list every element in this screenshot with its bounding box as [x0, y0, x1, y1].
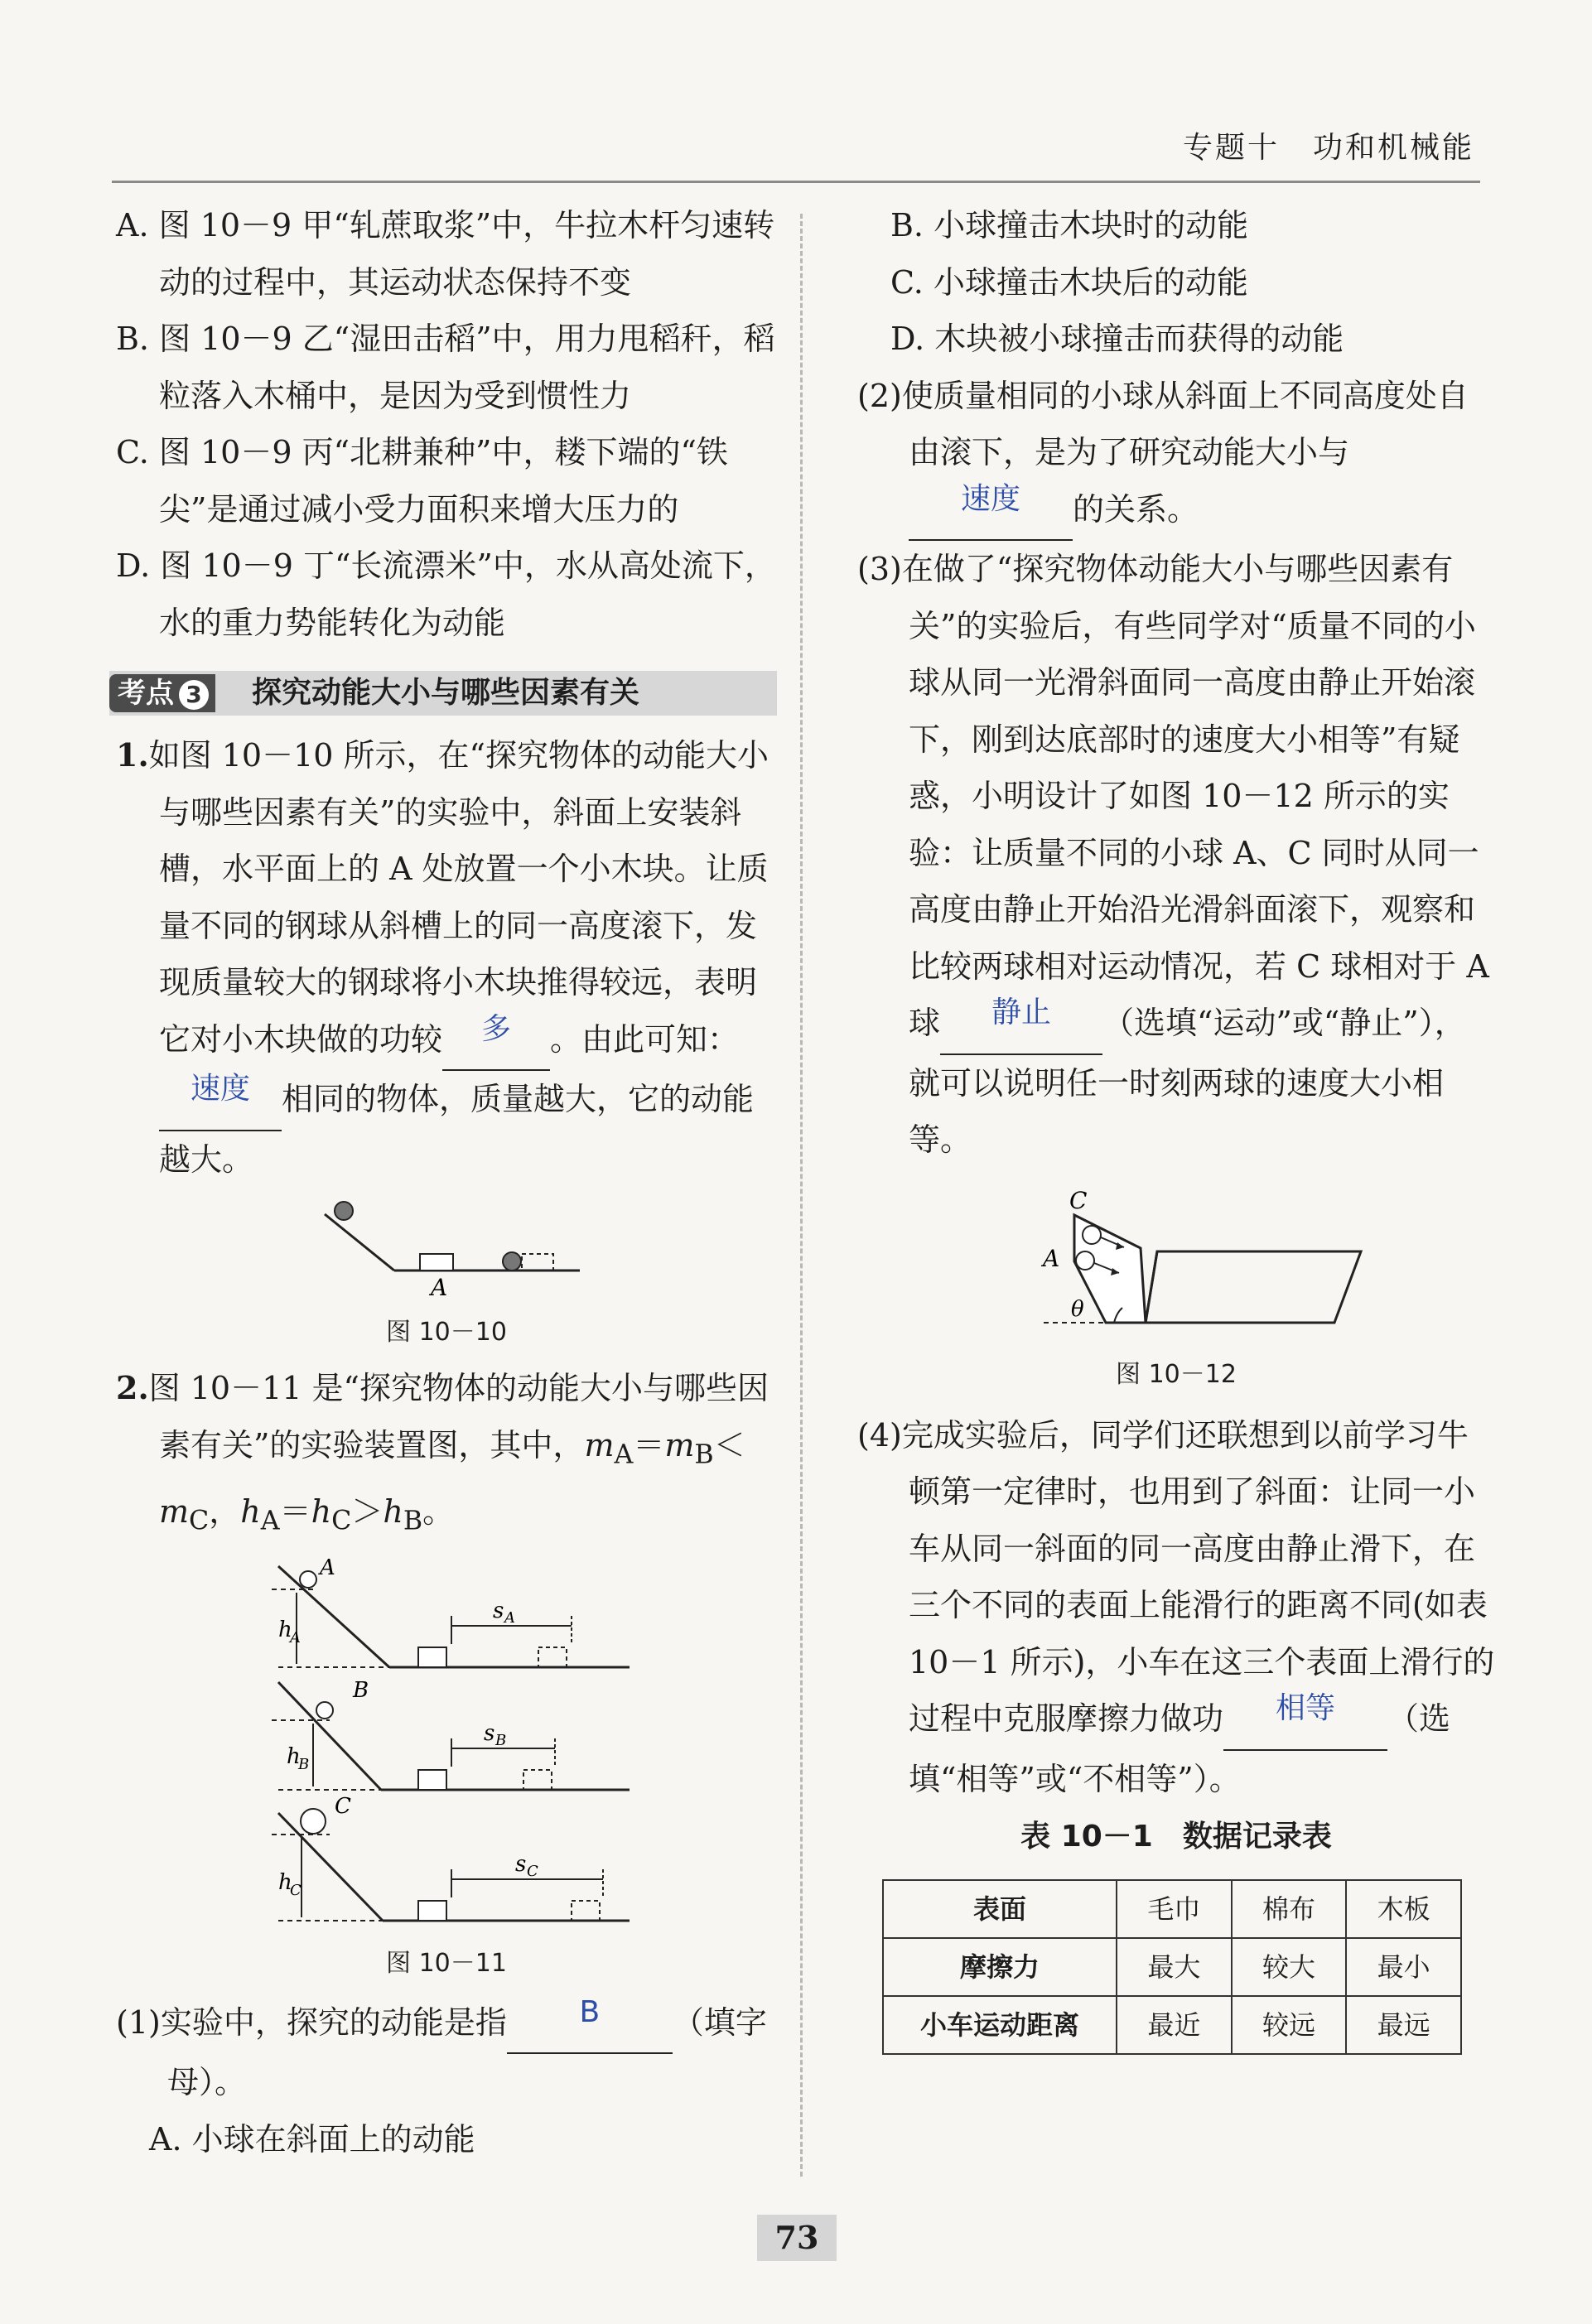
question-2: 2.图 10－11 是“探究物体的动能大小与哪些因素有关”的实验装置图，其中，$m_A=m_B<m_C$，$h_A=h_C>h_B$。 — [116, 1369, 769, 1536]
answer-blank[interactable]: 相等 — [1223, 1690, 1387, 1751]
point-a-label: A — [431, 1274, 448, 1301]
section-tag: 考点 3 — [109, 674, 215, 712]
header-rule — [112, 181, 1480, 183]
svg-text:A: A — [504, 1608, 515, 1627]
data-table — [882, 1879, 1462, 2055]
question-2-part-1: (1)实验中，探究的动能是指 B （填字母）。 — [116, 1994, 767, 2101]
angle-label: θ — [1071, 1296, 1084, 1322]
wood-block — [420, 1254, 453, 1270]
question-2-option-d: D. 木块被小球撞击而获得的动能 — [890, 321, 1344, 357]
option-c: C. 图 10－9 丙“北耕兼种”中，耧下端的“铁尖”是通过减小受力面积来增大压力的 — [116, 434, 728, 528]
svg-text:h: h — [278, 1617, 292, 1642]
answer-blank[interactable]: 速度 — [159, 1071, 282, 1131]
svg-text:s: s — [484, 1720, 495, 1746]
figure-caption: 图 10－10 — [386, 1318, 507, 1347]
parallel-ball-diagram — [857, 1184, 1495, 1349]
column-divider — [800, 214, 803, 2177]
answer-blank[interactable]: 静止 — [940, 995, 1102, 1055]
page-number: 73 — [757, 2215, 837, 2261]
three-incline-diagram — [116, 1550, 696, 1943]
svg-text:h: h — [287, 1743, 301, 1769]
option-b: B. 图 10－9 乙“湿田击稻”中，用力甩稻秆，稻粒落入木桶中，是因为受到惯性力 — [116, 321, 775, 414]
figure-10-12 — [857, 1184, 1495, 1349]
section-banner — [109, 671, 777, 716]
answer-blank[interactable]: 速度 — [909, 481, 1073, 542]
answer-blank[interactable]: B — [507, 1994, 673, 2055]
svg-text:C: C — [290, 1881, 302, 1899]
figure-10-11 — [116, 1550, 777, 1943]
ball-label-c: C — [1069, 1186, 1088, 1214]
steel-ball — [335, 1202, 353, 1220]
chapter-title: 功和机械能 — [1312, 131, 1474, 165]
answer-blank[interactable]: 多 — [442, 1011, 550, 1072]
question-2-option-b: B. 小球撞击木块时的动能 — [890, 207, 1249, 243]
table-row: 摩擦力 最大 较大 最小 — [883, 1938, 1461, 1996]
option-a: A. 图 10－9 甲“轧蔗取浆”中，牛拉木杆匀速转动的过程中，其运动状态保持不变 — [116, 207, 775, 301]
question-2-part-4: (4)完成实验后，同学们还联想到以前学习牛顿第一定律时，也用到了斜面：让同一小车从同一斜面的同一高度由静止滑下，在三个不同的表面上能滑行的距离不同(如表 10－1 所示)，小车在这三个表面上滑行的过程中克服摩擦力做功 相等 （选填“相等”或“不相等”）。 — [857, 1416, 1495, 1797]
svg-text:C: C — [527, 1862, 538, 1880]
incline-diagram — [116, 1188, 696, 1312]
question-2-part-2: (2)使质量相同的小球从斜面上不同高度处自由滚下，是为了研究动能大小与速度 的关系。 — [857, 368, 1495, 542]
right-column — [857, 197, 1495, 2055]
figure-caption: 图 10－12 — [1116, 1359, 1237, 1389]
ball-label-a: A — [320, 1555, 335, 1580]
svg-text:B: B — [298, 1755, 310, 1773]
option-d: D. 图 10－9 丁“长流漂米”中，水从高处流下，水的重力势能转化为动能 — [116, 547, 776, 641]
ball-label-a: A — [1043, 1244, 1060, 1272]
left-column — [116, 197, 777, 2167]
table-row: 小车运动距离 最近 较远 最远 — [883, 1996, 1461, 2054]
figure-10-10 — [116, 1188, 777, 1312]
question-2-option-a: A. 小球在斜面上的动能 — [149, 2120, 475, 2158]
question-2-part-3: (3)在做了“探究物体动能大小与哪些因素有关”的实验后，有些同学对“质量不同的小球从同一光滑斜面同一高度由静止开始滚下，刚到达底部时的速度大小相等”有疑惑，小明设计了如图 10－12 所示的实验：让质量不同的小球 A、C 同时从同一高度由静止开始沿光滑斜面滚下，观察和比较两球相对运动情况，若 C 球相对于 A 球 静止 （选填“运动”或“静止”），就可以说明任一时刻两球的速度大小相等。 — [857, 551, 1489, 1158]
question-1: 1.如图 10－10 所示，在“探究物体的动能大小与哪些因素有关”的实验中，斜面上安装斜槽，水平面上的 A 处放置一个小木块。让质量不同的钢球从斜槽上的同一高度滚下，发现质量较大的钢球将小木块推得较远，表明它对小木块做的功较 多 。由此可知：速度 相同的物体，质量越大，它的动能越大。 — [116, 736, 769, 1178]
section-title: 探究动能大小与哪些因素有关 — [252, 676, 640, 710]
ball-label-c: C — [335, 1793, 351, 1819]
table-title: 表 10－1 数据记录表 — [1020, 1820, 1332, 1854]
ball-label-b: B — [353, 1677, 369, 1703]
svg-text:h: h — [278, 1869, 292, 1895]
page-header — [1183, 124, 1474, 166]
table-row: 表面 毛巾 棉布 木板 — [883, 1880, 1461, 1938]
question-2-option-c: C. 小球撞击木块后的动能 — [890, 263, 1248, 301]
chapter-label: 专题十 — [1182, 131, 1280, 165]
svg-text:s: s — [515, 1851, 527, 1877]
svg-text:A: A — [290, 1628, 301, 1647]
svg-text:B: B — [495, 1731, 507, 1749]
svg-text:s: s — [493, 1598, 504, 1623]
figure-caption: 图 10－11 — [386, 1948, 507, 1978]
section-number: 3 — [179, 680, 209, 710]
